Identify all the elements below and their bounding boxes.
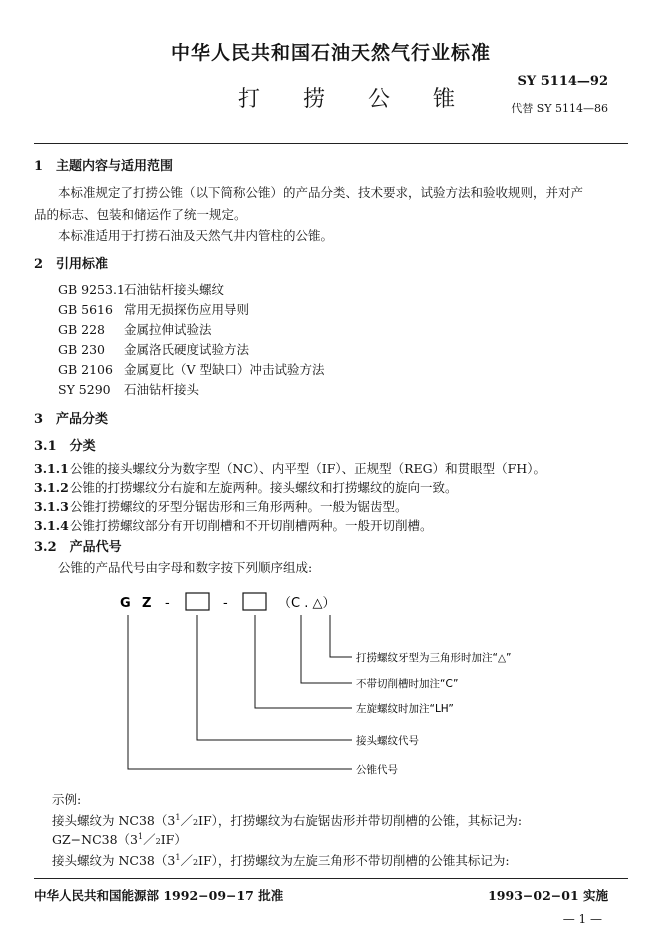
example-text: IF） [160, 832, 187, 847]
fraction-slash: ／ [180, 813, 193, 828]
reference-code: GB 9253.1 [58, 282, 125, 297]
replaces-code: 代替 SY 5114—86 [511, 102, 608, 115]
fraction-numerator: 1 [138, 831, 144, 841]
fraction-denominator: 2 [192, 818, 199, 827]
section-3-heading: 3 产品分类 [34, 412, 109, 427]
clause-number: 3.1.1 [34, 461, 69, 476]
example-text: GZ−NC38（3 [52, 832, 139, 847]
clause-text: 公锥打捞螺纹的牙型分锯齿形和三角形两种。一般为锯齿型。 [70, 499, 408, 514]
clause-3-1-3 [34, 497, 408, 515]
clause-number: 3.1.2 [34, 480, 69, 495]
annotation-lh: 左旋螺纹时加注“LH” [356, 703, 454, 715]
reference-title: 石油钻杆接头 [124, 382, 200, 397]
header-rule [34, 143, 628, 144]
reference-item [58, 340, 249, 358]
implementation-date: 1993−02−01 实施 [488, 888, 608, 903]
fraction-slash: ／ [180, 853, 193, 868]
clause-3-1-1 [34, 459, 546, 477]
example-text: IF），打捞螺纹为左旋三角形不带切削槽的公锥其标记为: [198, 853, 510, 868]
fraction-numerator: 1 [175, 852, 181, 862]
annotation-c: 不带切削槽时加注“C” [356, 678, 459, 690]
reference-title: 石油钻杆接头螺纹 [124, 282, 225, 297]
reference-title: 金属夏比（V 型缺口）冲击试验方法 [124, 362, 325, 377]
code-dash: - [223, 596, 228, 611]
reference-title: 金属洛氏硬度试验方法 [124, 342, 250, 357]
section-3-2-intro: 公锥的产品代号由字母和数字按下列顺序组成: [58, 560, 313, 575]
page-number: — 1 — [562, 912, 602, 926]
example-line-1 [52, 811, 522, 829]
annotation-triangle: 打捞螺纹牙型为三角形时加注“△” [356, 652, 512, 664]
document-title: 打 捞 公 锥 [238, 87, 473, 112]
leader-line [197, 615, 352, 740]
fraction-slash: ／ [143, 832, 156, 847]
code-dash: - [165, 596, 170, 611]
lh-code-box [243, 593, 266, 610]
section-2-heading: 2 引用标准 [34, 257, 109, 272]
reference-code: GB 230 [58, 342, 106, 357]
section-1-para-2: 本标准适用于打捞石油及天然气井内管柱的公锥。 [58, 228, 334, 243]
leader-line [255, 615, 352, 708]
section-3-1-heading: 3.1 分类 [34, 439, 96, 454]
code-letter-g: G [120, 596, 131, 611]
code-letter-z: Z [142, 596, 152, 611]
example-text: IF），打捞螺纹为右旋锯齿形并带切削槽的公锥，其标记为: [198, 813, 523, 828]
clause-text: 公锥的接头螺纹分为数字型（NC）、内平型（IF）、正规型（REG）和贯眼型（FH）。 [70, 461, 546, 476]
example-line-2 [52, 851, 510, 869]
reference-item [58, 280, 224, 298]
clause-text: 公锥打捞螺纹部分有开切削槽和不开切削槽两种。一般开切削槽。 [70, 518, 433, 533]
reference-code: GB 2106 [58, 362, 113, 377]
reference-code: GB 228 [58, 322, 106, 337]
reference-title: 常用无损探伤应用导则 [124, 302, 250, 317]
clause-number: 3.1.3 [34, 499, 69, 514]
section-3-2-heading: 3.2 产品代号 [34, 540, 122, 555]
leader-line [128, 615, 352, 769]
code-optional-suffix: （C . △） [278, 596, 336, 611]
leader-line [330, 615, 352, 657]
leader-line [301, 615, 352, 683]
annotation-product-code: 公锥代号 [356, 764, 398, 776]
approval-line: 中华人民共和国能源部 1992−09−17 批准 [34, 888, 284, 903]
example-text: 接头螺纹为 NC38（3 [52, 853, 176, 868]
section-1-para-1-line-1: 本标准规定了打捞公锥（以下简称公锥）的产品分类、技术要求，试验方法和验收规则，并对产 [58, 185, 584, 200]
reference-item [58, 380, 199, 398]
clause-3-1-4 [34, 516, 433, 534]
clause-3-1-2 [34, 478, 458, 496]
section-1-para-1-line-2: 品的标志、包装和储运作了统一规定。 [34, 207, 247, 222]
reference-item [58, 320, 212, 338]
product-code-diagram [0, 580, 662, 780]
annotation-thread-code: 接头螺纹代号 [356, 735, 419, 747]
example-label: 示例: [52, 792, 82, 807]
reference-item [58, 360, 325, 378]
fraction-denominator: 2 [192, 858, 199, 867]
fraction-denominator: 2 [155, 837, 161, 846]
example-text: 接头螺纹为 NC38（3 [52, 813, 176, 828]
reference-code: SY 5290 [58, 382, 111, 397]
thread-code-box [186, 593, 209, 610]
standard-title: 中华人民共和国石油天然气行业标准 [170, 42, 491, 64]
footer-rule [34, 878, 628, 879]
clause-text: 公锥的打捞螺纹分右旋和左旋两种。接头螺纹和打捞螺纹的旋向一致。 [70, 480, 458, 495]
section-1-heading: 1 主题内容与适用范围 [34, 159, 174, 174]
standard-code: SY 5114—92 [517, 74, 608, 89]
reference-code: GB 5616 [58, 302, 113, 317]
reference-item [58, 300, 249, 318]
clause-number: 3.1.4 [34, 518, 69, 533]
fraction-numerator: 1 [175, 812, 181, 822]
example-mark-1 [52, 830, 187, 848]
reference-title: 金属拉伸试验法 [124, 322, 212, 337]
